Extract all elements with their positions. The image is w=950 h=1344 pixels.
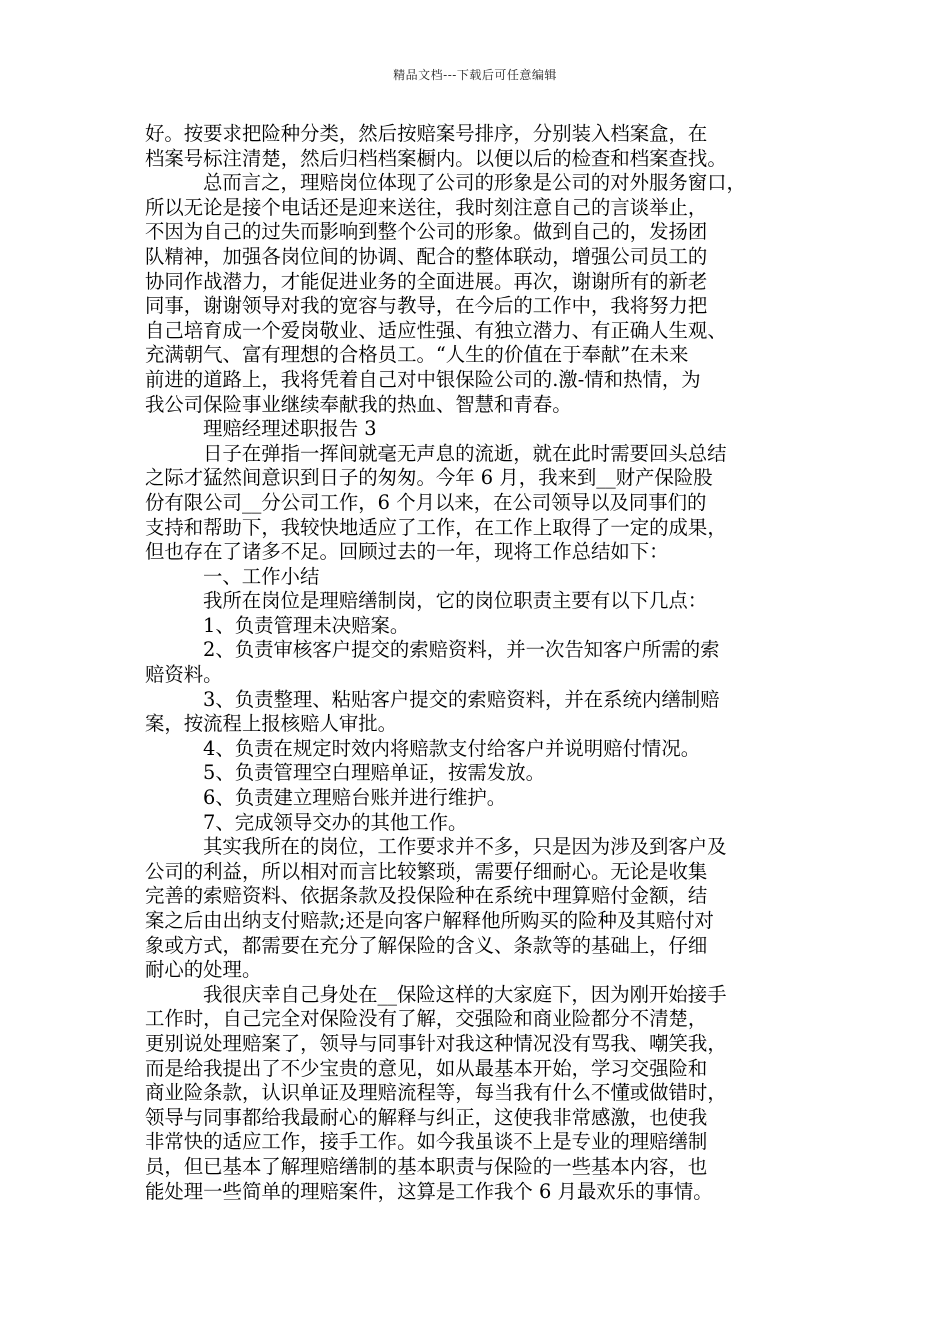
text-line: 我很庆幸自己身处在__保险这样的大家庭下，因为刚开始接手	[203, 982, 727, 1006]
text-line: 3、负责整理、粘贴客户提交的索赔资料，并在系统内缮制赔	[203, 687, 720, 711]
text-line: 更别说处理赔案了，领导与同事针对我这种情况没有骂我、嘲笑我，	[145, 1031, 727, 1055]
text-line: 但也存在了诸多不足。回顾过去的一年，现将工作总结如下：	[145, 540, 669, 564]
document-body	[145, 122, 815, 1204]
text-line: 领导与同事都给我最耐心的解释与纠正，这使我非常感激，也使我	[145, 1105, 708, 1129]
text-line: 前进的道路上，我将凭着自己对中银保险公司的.激-情和热情，为	[145, 367, 701, 391]
text-line: 自己培育成一个爱岗敬业、适应性强、有独立潜力、有正确人生观、	[145, 318, 727, 342]
text-line: 非常快的适应工作，接手工作。如今我虽谈不上是专业的理赔缮制	[145, 1130, 708, 1154]
text-line: 队精神，加强各岗位间的协调、配合的整体联动，增强公司员工的	[145, 244, 708, 268]
text-line: 充满朝气、富有理想的合格员工。“人生的价值在于奉献”在未来	[145, 343, 689, 367]
text-line: 6、负责建立理赔台账并进行维护。	[203, 786, 507, 810]
text-line: 同事，谢谢领导对我的宽容与教导，在今后的工作中，我将努力把	[145, 294, 708, 318]
text-line: 4、负责在规定时效内将赔款支付给客户并说明赔付情况。	[203, 736, 701, 760]
text-line: 5、负责管理空白理赔单证，按需发放。	[203, 761, 545, 785]
text-line: 2、负责审核客户提交的索赔资料，并一次告知客户所需的索	[203, 638, 720, 662]
text-line: 员，但已基本了解理赔缮制的基本职责与保险的一些基本内容，也	[145, 1154, 708, 1178]
text-line: 份有限公司__分公司工作，6 个月以来，在公司领导以及同事们的	[145, 490, 707, 514]
text-line: 日子在弹指一挥间就毫无声息的流逝，就在此时需要回头总结	[203, 441, 727, 465]
text-line: 7、完成领导交办的其他工作。	[203, 810, 468, 834]
text-line: 理赔经理述职报告 3	[203, 417, 377, 441]
text-line: 公司的利益，所以相对而言比较繁琐，需要仔细耐心。无论是收集	[145, 859, 708, 883]
text-line: 档案号标注清楚，然后归档档案橱内。以便以后的检查和档案查找。	[145, 146, 727, 170]
text-line: 案，按流程上报核赔人审批。	[145, 712, 398, 736]
text-line: 1、负责管理未决赔案。	[203, 613, 410, 637]
text-line: 而是给我提出了不少宝贵的意见，如从最基本开始，学习交强险和	[145, 1056, 708, 1080]
text-line: 之际才猛然间意识到日子的匆匆。今年 6 月，我来到__财产保险股	[145, 466, 713, 490]
text-line: 案之后由出纳支付赔款;还是向客户解释他所购买的险种及其赔付对	[145, 909, 714, 932]
text-line: 所以无论是接个电话还是迎来送往，我时刻注意自己的言谈举止，	[145, 195, 708, 219]
text-line: 不因为自己的过失而影响到整个公司的形象。做到自己的，发扬团	[145, 220, 708, 244]
text-line: 象或方式，都需要在充分了解保险的含义、条款等的基础上，仔细	[145, 933, 708, 957]
text-line: 我所在岗位是理赔缮制岗，它的岗位职责主要有以下几点：	[203, 589, 708, 613]
text-line: 支持和帮助下，我较快地适应了工作，在工作上取得了一定的成果，	[145, 515, 727, 539]
text-line: 耐心的处理。	[145, 958, 262, 982]
text-line: 赔资料。	[145, 663, 223, 687]
text-line: 总而言之，理赔岗位体现了公司的形象是公司的对外服务窗口，	[203, 171, 746, 195]
text-line: 协同作战潜力，才能促进业务的全面进展。再次，谢谢所有的新老	[145, 269, 708, 293]
text-line: 商业险条款，认识单证及理赔流程等，每当我有什么不懂或做错时，	[145, 1081, 727, 1105]
page-header: 精品文档---下载后可任意编辑	[393, 68, 557, 82]
text-line: 一、工作小结	[203, 564, 320, 588]
text-line: 好。按要求把险种分类，然后按赔案号排序，分别装入档案盒，在	[145, 122, 708, 145]
text-line: 工作时，自己完全对保险没有了解，交强险和商业险都分不清楚，	[145, 1007, 708, 1031]
text-line: 能处理一些简单的理赔案件，这算是工作我个 6 月最欢乐的事情。	[145, 1179, 713, 1203]
text-line: 我公司保险事业继续奉献我的热血、智慧和青春。	[145, 392, 572, 416]
text-line: 完善的索赔资料、依据条款及投保险种在系统中理算赔付金额，结	[145, 884, 708, 908]
text-line: 其实我所在的岗位，工作要求并不多，只是因为涉及到客户及	[203, 835, 727, 859]
